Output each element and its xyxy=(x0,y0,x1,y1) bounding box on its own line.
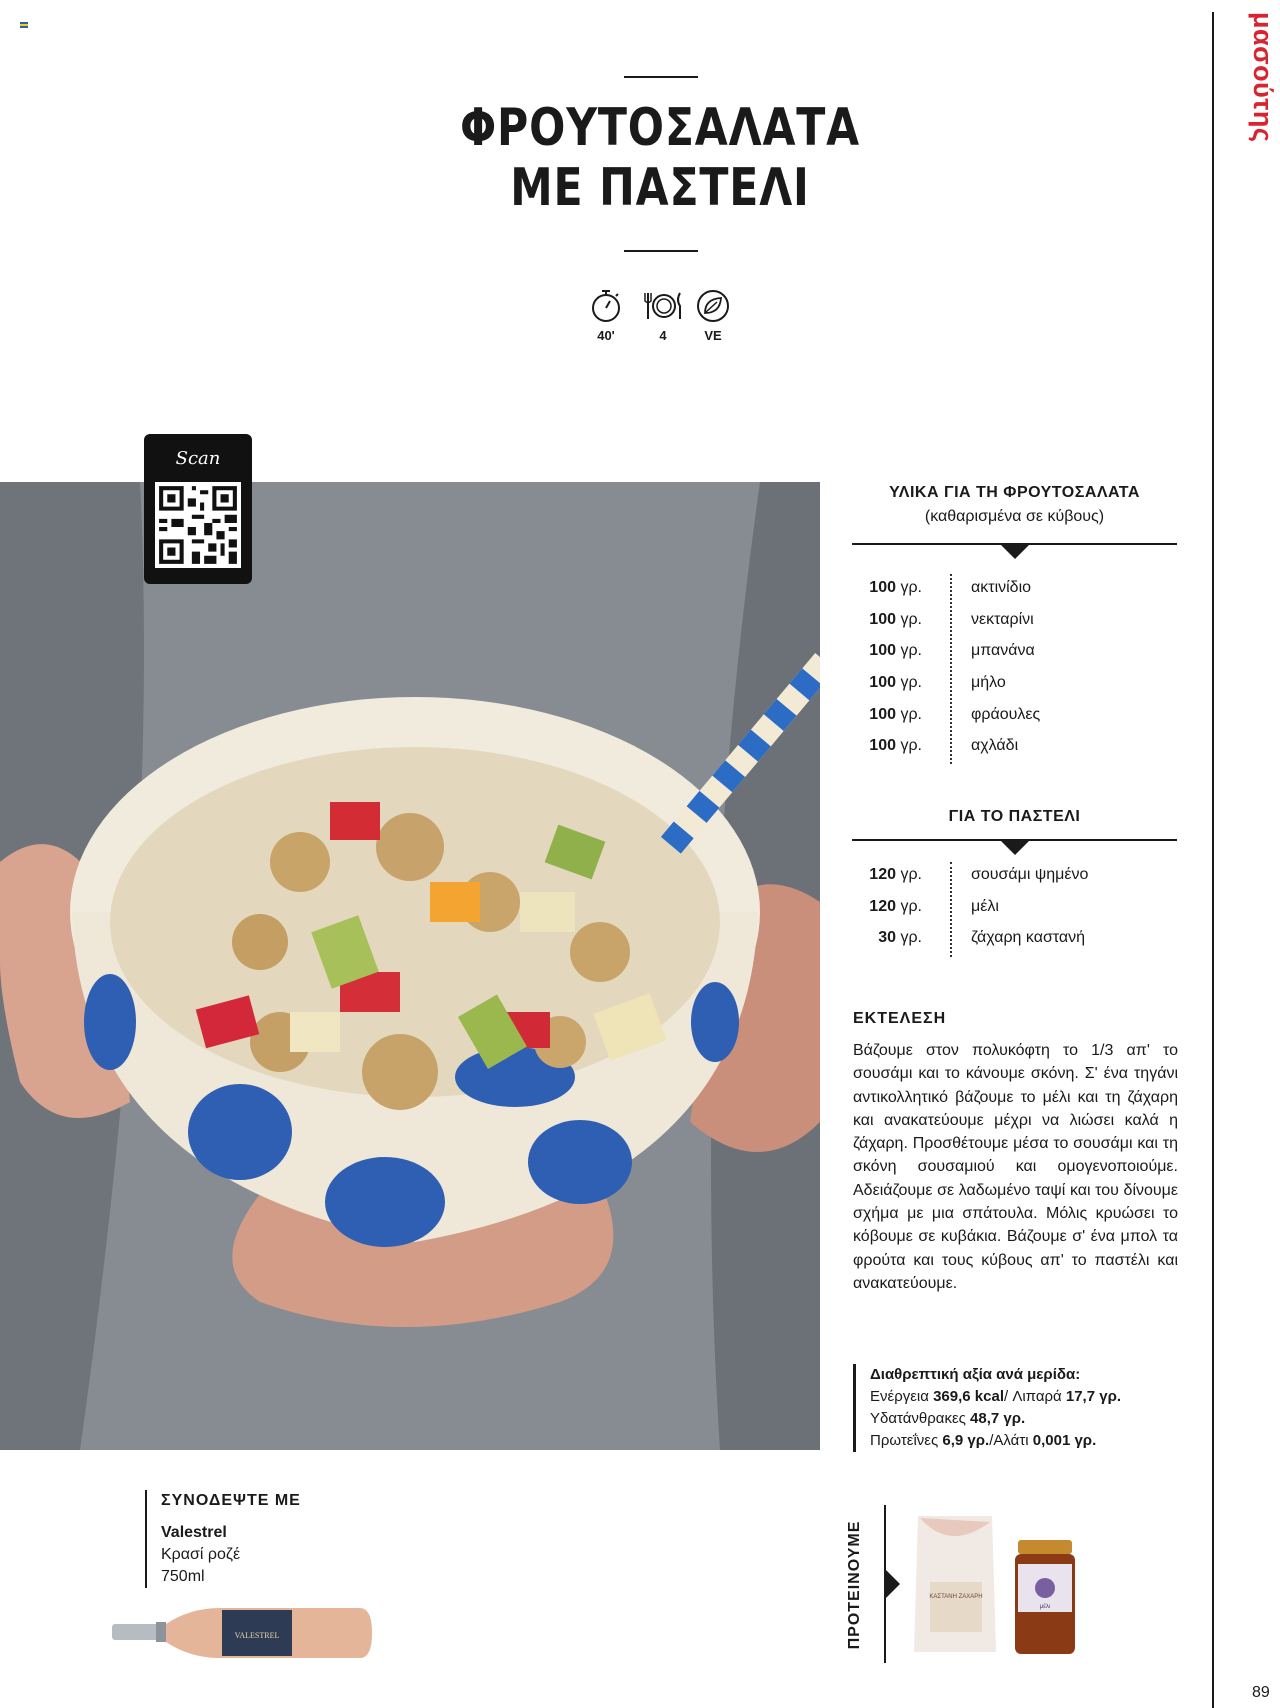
suggest-box xyxy=(842,1510,882,1660)
brand-name: μασούτης xyxy=(1248,12,1278,143)
recipe-photo xyxy=(0,482,820,1450)
page-number: 89 xyxy=(1252,1684,1270,1701)
vegan-leaf-icon xyxy=(695,288,731,324)
ingredient-row: 100 γρ. αχλάδι xyxy=(869,737,1019,755)
qr-code-badge[interactable] xyxy=(144,434,252,584)
diet-type-value: VE xyxy=(704,328,722,343)
qr-label: Scan xyxy=(175,448,221,469)
pasteli-list xyxy=(852,859,1182,954)
ingredient-row: 30 γρ. ζάχαρη καστανή xyxy=(878,929,1086,947)
ingredients-list xyxy=(852,572,1182,762)
wine-pairing xyxy=(145,1490,301,1588)
ingredient-row: 120 γρ. σουσάμι ψημένο xyxy=(869,866,1089,883)
wine-volume: 750ml xyxy=(161,1568,205,1585)
brand-logo xyxy=(1248,12,1278,182)
servings-value: 4 xyxy=(659,328,667,343)
recipe-title-line2: ΜΕ ΠΑΣΤΕΛΙ xyxy=(510,158,810,218)
ingredients-heading: ΥΛΙΚΑ ΓΙΑ ΤΗ ΦΡΟΥΤΟΣΑΛΑΤΑ xyxy=(889,484,1140,501)
execution-text: Βάζουμε στον πολυκόφτη το 1/3 απ' το σουσάμι και το κάνουμε σκόνη. Σ' ένα τηγάνι αντικολλητικό βάζουμε το μέλι και τη ζάχαρη και ανακατεύουμε μέχρι να λιώσει καλά η ζάχαρη. Προσθέτουμε μέσα το σουσάμι και τη σκόνη σουσαμιού και ομογενοποιούμε. Αδειάζουμε σε λαδωμένο ταψί και του δίνουμε σχήμα με μια σπάτουλα. Μόλις κρυώσει το κόβουμε σε κυβάκια. Βάζουμε σ' ένα μπολ τα φρούτα και τους κύβους απ' το παστέλι και ανακατεύουμε. xyxy=(853,1042,1178,1292)
ingredient-row: 100 γρ. φράουλες xyxy=(869,705,1041,723)
prep-time-value: 40' xyxy=(597,328,615,343)
ingredient-row: 100 γρ. νεκταρίνι xyxy=(869,610,1034,628)
fruit-salad-bowl-image xyxy=(0,482,820,1450)
ingredient-row: 100 γρ. μήλο xyxy=(869,674,1006,692)
wine-label-text: VALESTREL xyxy=(234,1631,280,1640)
ingredients-arrow-icon xyxy=(1001,545,1029,559)
suggest-heading: ΠΡΟΤΕΙΝΟΥΜΕ xyxy=(846,1520,863,1650)
servings xyxy=(643,288,683,343)
title-rule-bottom xyxy=(624,250,698,252)
prep-time xyxy=(586,288,626,343)
nutrition-box: Διαθρεπτική αξία ανά μερίδα: Ενέργεια 369,6 kcal/ Λιπαρά 17,7 γρ. Υδατάνθρακες 48,7 γρ. Πρωτεΐνες 6,9 γρ./Αλάτι 0,001 γρ. xyxy=(853,1364,1121,1452)
recipe-title-line1: ΦΡΟΥΤΟΣΑΛΑΤΑ xyxy=(459,98,861,158)
language-flag-icon xyxy=(20,22,28,28)
wine-bottle-image[interactable] xyxy=(110,1600,375,1666)
ingredient-row: 100 γρ. μπανάνα xyxy=(869,642,1035,660)
diet-type xyxy=(693,288,733,343)
nutrition-heading: Διαθρεπτική αξία ανά μερίδα: xyxy=(870,1366,1081,1383)
suggest-arrow-icon xyxy=(886,1570,900,1598)
timer-icon xyxy=(588,288,624,324)
wine-brand: Valestrel xyxy=(161,1524,227,1541)
ingredient-row: 120 γρ. μέλι xyxy=(869,897,999,915)
wine-type: Κρασί ροζέ xyxy=(161,1546,241,1563)
honey-jar-product[interactable] xyxy=(1012,1538,1078,1656)
brown-sugar-product[interactable] xyxy=(910,1512,1000,1657)
ingredient-row: 100 γρ. ακτινίδιο xyxy=(869,579,1032,596)
honey-label: μέλι xyxy=(1039,1604,1051,1610)
recipe-title xyxy=(430,98,889,218)
pasteli-heading: ΓΙΑ ΤΟ ΠΑΣΤΕΛΙ xyxy=(948,808,1081,825)
pairing-heading: ΣΥΝΟΔΕΨΤΕ ΜΕ xyxy=(161,1492,301,1509)
page-divider xyxy=(1212,12,1214,1708)
execution-heading: ΕΚΤΕΛΕΣΗ xyxy=(853,1010,947,1027)
pasteli-arrow-icon xyxy=(1001,841,1029,855)
qr-code-icon[interactable] xyxy=(155,482,241,568)
plate-cutlery-icon xyxy=(643,288,685,324)
title-rule-top xyxy=(624,76,698,78)
ingredients-subheading: (καθαρισμένα σε κύβους) xyxy=(924,508,1105,525)
sugar-label: ΚΑΣΤΑΝΗ ΖΑΧΑΡΗ xyxy=(929,1594,983,1600)
